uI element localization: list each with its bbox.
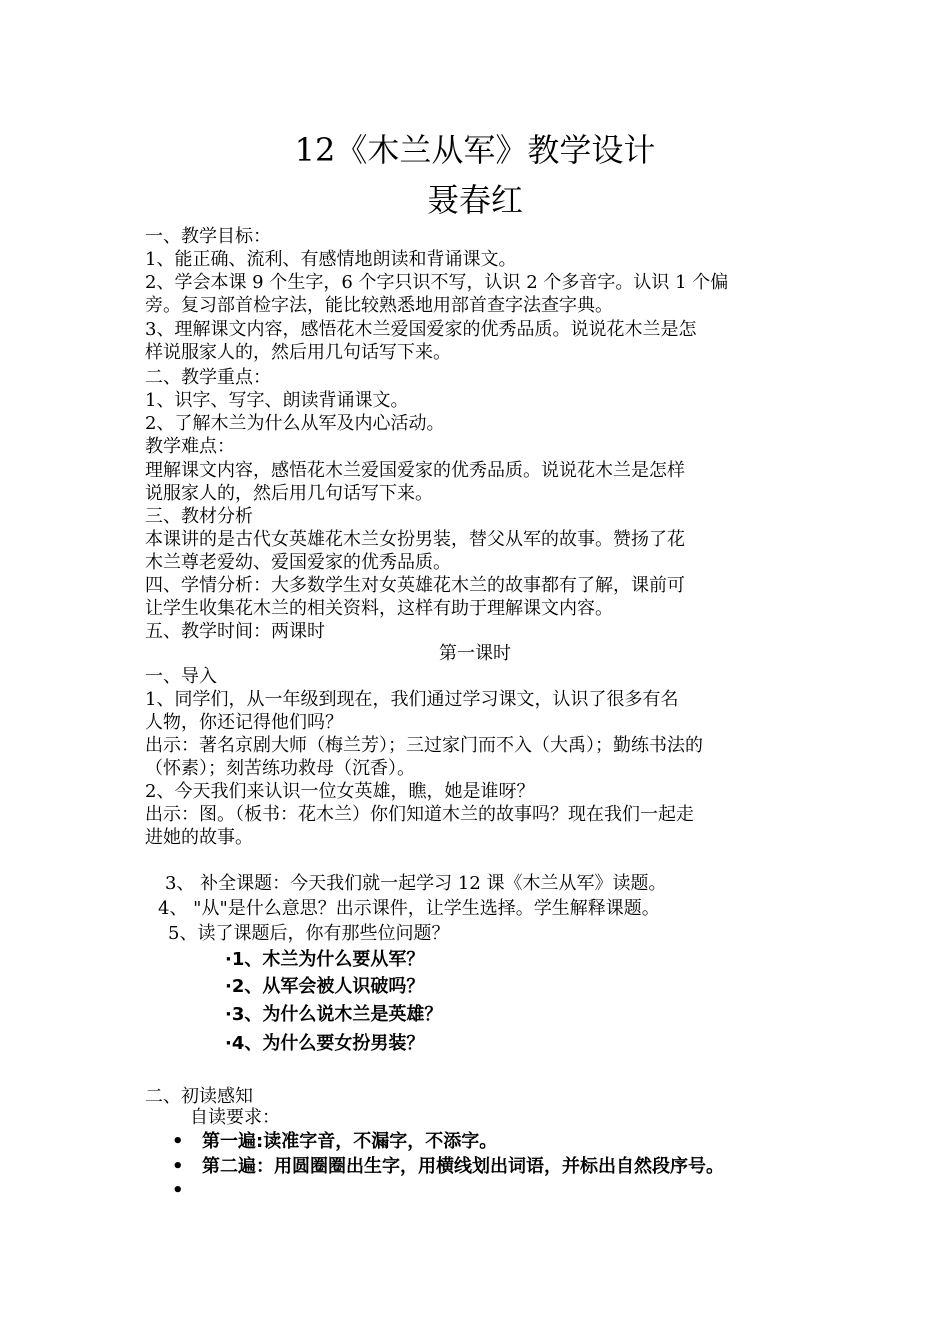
text-line: 1、同学们，从一年级到现在，我们通过学习课文，认识了很多有名	[145, 689, 679, 710]
text-line: 2、今天我们来认识一位女英雄，瞧，她是谁呀？	[145, 781, 535, 802]
question-item: ·4、为什么要女扮男装？	[225, 1033, 425, 1054]
text-line: 二、教学重点：	[145, 367, 271, 388]
text-line: 出示：著名京剧大师（梅兰芳）；三过家门而不入（大禹）；勤练书法的	[145, 735, 703, 756]
document-title: 12《木兰从军》教学设计	[294, 131, 656, 169]
text-line: 旁。复习部首检字法，能比较熟悉地用部首查字法查字典。	[145, 295, 613, 316]
lesson-heading: 第一课时	[439, 643, 511, 664]
bullet-icon: •	[172, 1131, 184, 1152]
author-name: 聂春红	[426, 181, 523, 219]
reading-step-item: 第二遍：用圆圈圈出生字，用横线划出词语，并标出自然段序号。	[202, 1156, 724, 1177]
bullet-icon: •	[172, 1180, 184, 1201]
section-heading: 二、初读感知	[145, 1086, 253, 1107]
reading-step-item: 第一遍:读准字音，不漏字，不添字。	[202, 1131, 498, 1152]
text-line: 进她的故事。	[145, 827, 253, 848]
text-line: 让学生收集花木兰的相关资料，这样有助于理解课文内容。	[145, 598, 613, 619]
text-line: 五、教学时间：两课时	[145, 621, 325, 642]
text-line: 说服家人的，然后用几句话写下来。	[145, 483, 433, 504]
text-line: 人物，你还记得他们吗？	[145, 712, 343, 733]
text-line: 样说服家人的，然后用几句话写下来。	[145, 342, 451, 363]
text-line: 出示：图。（板书：花木兰）你们知道木兰的故事吗？现在我们一起走	[145, 804, 694, 825]
text-line: 一、导入	[145, 666, 217, 687]
step-item: 4、 "从"是什么意思？出示课件，让学生选择。学生解释课题。	[158, 898, 660, 919]
step-item: 5、读了课题后，你有那些位问题？	[168, 923, 450, 944]
text-line: 3、理解课文内容，感悟花木兰爱国爱家的优秀品质。说说花木兰是怎	[145, 319, 697, 340]
reading-requirements-label: 自读要求：	[190, 1107, 280, 1128]
question-item: ·2、从军会被人识破吗？	[225, 976, 425, 997]
text-line: 教学难点：	[145, 436, 235, 457]
text-line: 木兰尊老爱幼、爱国爱家的优秀品质。	[145, 552, 451, 573]
text-line: 理解课文内容，感悟花木兰爱国爱家的优秀品质。说说花木兰是怎样	[145, 460, 685, 481]
text-line: 一、教学目标：	[145, 226, 271, 247]
question-item: ·1、木兰为什么要从军？	[225, 949, 425, 970]
text-line: 1、识字、写字、朗读背诵课文。	[145, 390, 409, 411]
text-line: 本课讲的是古代女英雄花木兰女扮男装，替父从军的故事。赞扬了花	[145, 529, 685, 550]
text-line: 1、能正确、流利、有感情地朗读和背诵课文。	[145, 249, 517, 270]
text-line: 四、学情分析：大多数学生对女英雄花木兰的故事都有了解，课前可	[145, 575, 685, 596]
bullet-icon: •	[172, 1156, 184, 1177]
text-line: 2、学会本课 9 个生字，6 个字只识不写，认识 2 个多音字。认识 1 个偏	[145, 272, 729, 293]
step-item: 3、 补全课题：今天我们就一起学习 12 课《木兰从军》读题。	[165, 873, 667, 894]
text-line: 三、教材分析	[145, 506, 253, 527]
text-line: （怀素）；刻苦练功救母（沉香）。	[145, 758, 415, 779]
question-item: ·3、为什么说木兰是英雄？	[225, 1004, 443, 1025]
text-line: 2、了解木兰为什么从军及内心活动。	[145, 413, 445, 434]
